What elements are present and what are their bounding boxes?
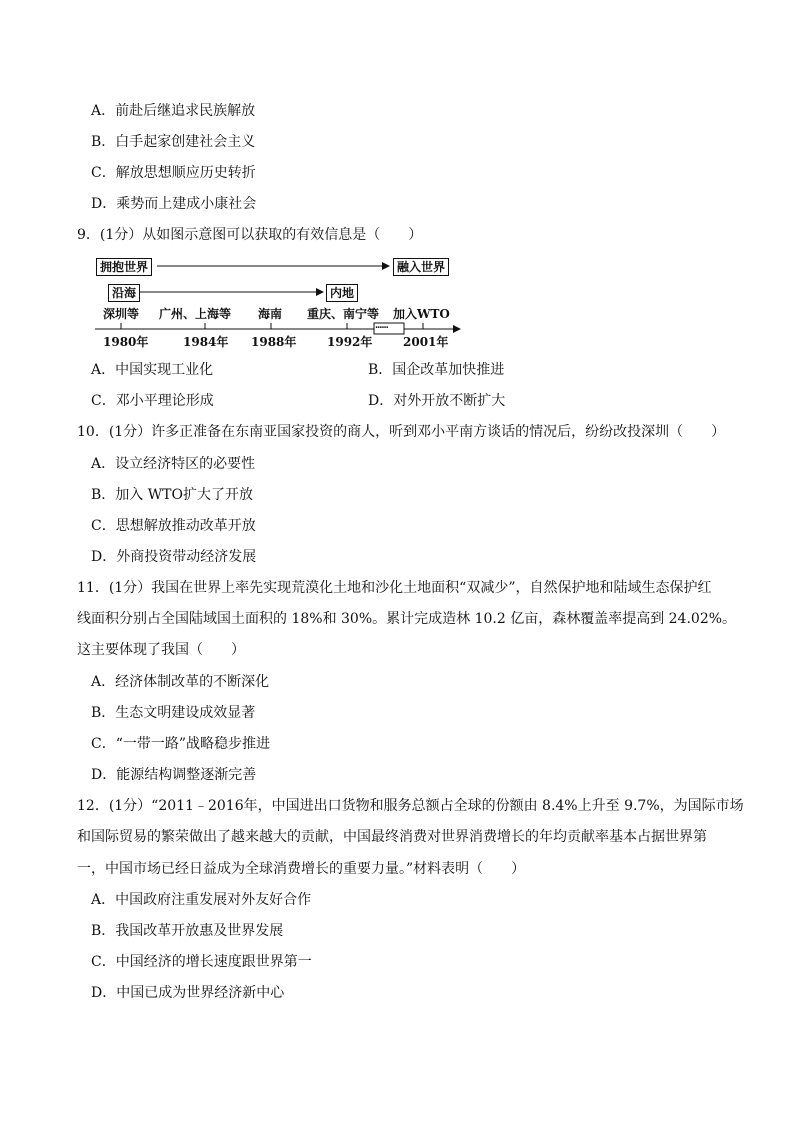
q10-option-b: B．加入 WTO扩大了开放	[91, 487, 253, 503]
q12-stem-line-3: 一，中国市场已经日益成为全球消费增长的重要力量。”材料表明（ ）	[77, 861, 526, 877]
q9-option-d: D．对外开放不断扩大	[368, 393, 506, 409]
q11-option-d: D．能源结构调整逐渐完善	[91, 767, 257, 783]
q10-stem: 10．(1分）许多正准备在东南亚国家投资的商人，听到邓小平南方谈话的情况后，纷纷改投深圳（ ）	[77, 424, 726, 440]
q10-option-c: C．思想解放推动改革开放	[91, 518, 256, 534]
box-embrace-world: 拥抱世界	[96, 258, 152, 276]
q10-option-d: D．外商投资带动经济发展	[91, 549, 257, 565]
q12-stem-line-1: 12．(1分）“2011﹣2016年，中国进出口货物和服务总额占全球的份额由 8.4%上升至 9.7%，为国际市场	[77, 798, 744, 814]
q8-option-d: D．乘势而上建成小康社会	[91, 196, 257, 212]
year-2001: 2001年	[403, 335, 449, 349]
q8-option-a: A．前赴后继追求民族解放	[91, 103, 256, 119]
year-1992: 1992年	[327, 335, 373, 349]
q11-stem-line-1: 11．(1分）我国在世界上率先实现荒漠化土地和沙化土地面积“双减少”，自然保护地和陆域生态保护红	[77, 580, 712, 596]
q11-option-c: C．“一带一路”战略稳步推进	[91, 736, 271, 752]
q12-option-d: D．中国已成为世界经济新中心	[91, 985, 285, 1001]
q8-option-b: B．白手起家创建社会主义	[91, 134, 256, 150]
q8-option-c: C．解放思想顺应历史转折	[91, 165, 256, 181]
year-1988: 1988年	[251, 335, 297, 349]
place-hainan: 海南	[258, 307, 283, 321]
year-1984: 1984年	[183, 335, 229, 349]
opening-up-diagram	[93, 255, 473, 350]
place-guangzhou-shanghai: 广州、上海等	[159, 307, 232, 321]
q9-option-a: A．中国实现工业化	[91, 362, 214, 378]
q9-option-c: C．邓小平理论形成	[91, 393, 214, 409]
q11-option-a: A．经济体制改革的不断深化	[91, 674, 270, 690]
q9-option-b: B．国企改革加快推进	[368, 362, 505, 378]
q12-stem-line-2: 和国际贸易的繁荣做出了越来越大的贡献，中国最终消费对世界消费增长的年均贡献率基本占据世界第	[77, 829, 707, 845]
q10-option-a: A．设立经济特区的必要性	[91, 456, 256, 472]
q12-option-b: B．我国改革开放惠及世界发展	[91, 923, 284, 939]
box-coastal: 沿海	[108, 284, 140, 302]
q9-stem: 9．(1分）从如图示意图可以获取的有效信息是（ ）	[77, 227, 423, 243]
place-shenzhen: 深圳等	[103, 307, 140, 321]
place-join-wto: 加入WTO	[393, 307, 450, 321]
q12-option-c: C．中国经济的增长速度跟世界第一	[91, 954, 312, 970]
q11-option-b: B．生态文明建设成效显著	[91, 705, 256, 721]
q11-stem-line-3: 这主要体现了我国（ ）	[77, 642, 245, 658]
timeline-gap: ......	[375, 321, 388, 331]
box-integrate-world: 融入世界	[393, 258, 449, 276]
year-1980: 1980年	[103, 335, 149, 349]
q11-stem-line-2: 线面积分别占全国陆域国土面积的 18%和 30%。累计完成造林 10.2 亿亩，森林覆盖率提高到 24.02%。	[77, 611, 737, 627]
place-chongqing-nanning: 重庆、南宁等	[307, 307, 380, 321]
q12-option-a: A．中国政府注重发展对外友好合作	[91, 892, 312, 908]
box-inland: 内地	[326, 284, 358, 302]
